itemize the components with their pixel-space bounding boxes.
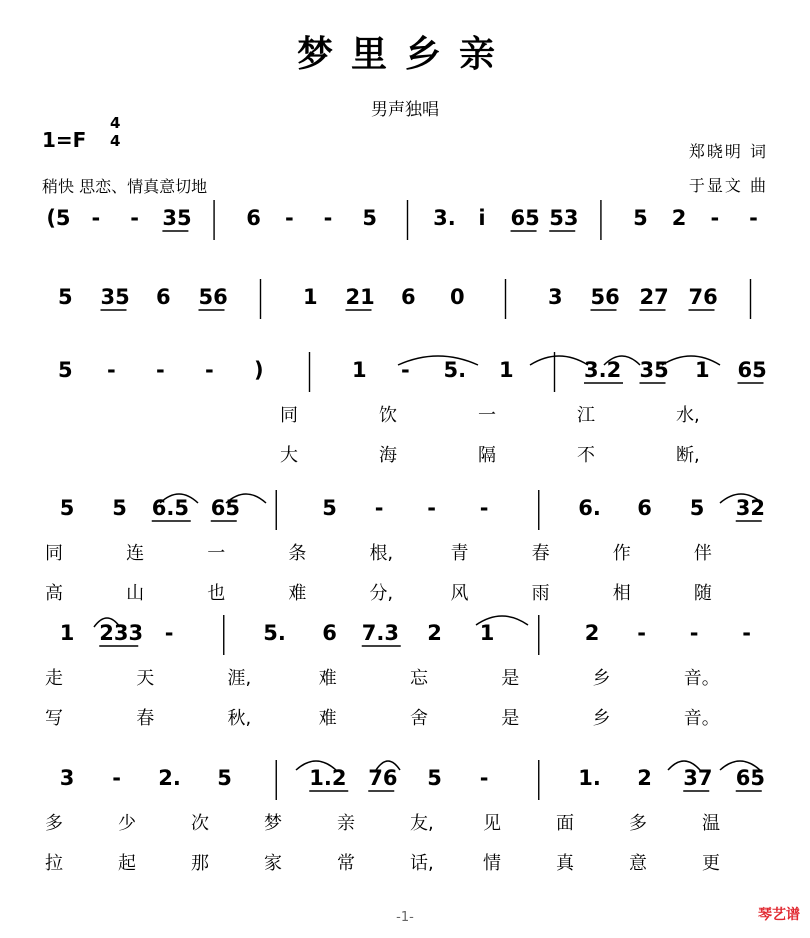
notation-symbol: 56 [590, 285, 620, 309]
notation-symbol: 6 [322, 621, 337, 645]
site-logo: 琴艺谱 [758, 907, 800, 923]
lyric-syllable: 乡 [592, 668, 611, 689]
notation-symbol: - [742, 621, 751, 645]
notation-symbol: 2 [584, 621, 600, 645]
lyric-syllable: 真 [556, 853, 574, 874]
notation-symbol: 35 [162, 206, 192, 230]
notation-symbol: 5 [58, 358, 73, 382]
notation-symbol: 65 [737, 358, 767, 382]
notation-symbol: 35 [100, 285, 130, 309]
notation-symbol: - [689, 621, 699, 645]
lyric-syllable: 江 [577, 405, 595, 426]
lyric-syllable: 同 [45, 543, 63, 564]
lyric-syllable: 更 [702, 853, 720, 874]
notation-symbol: - [479, 496, 489, 520]
notation-symbol: - [710, 206, 720, 230]
notation-symbol: 5 [59, 496, 75, 520]
notation-symbol: 65 [510, 206, 540, 230]
lyric-syllable: 见 [483, 813, 501, 834]
notation-symbol: i [478, 206, 486, 230]
notation-symbol: 1 [303, 285, 318, 309]
notation-symbol: 1 [499, 358, 514, 382]
lyric-syllable: 难 [318, 668, 337, 689]
lyric-syllable: 雨 [531, 583, 550, 604]
notation-symbol: 3.2 [584, 358, 622, 382]
notation-symbol: 2. [158, 766, 181, 790]
lyric-syllable: 断, [676, 445, 700, 466]
lyric-syllable: 乡 [592, 708, 611, 729]
lyric-syllable: 常 [337, 853, 355, 874]
notation-symbol: - [323, 206, 333, 230]
lyric-syllable: 温 [702, 813, 720, 834]
lyric-syllable: 舍 [410, 708, 428, 729]
tempo-marking: 稍快 思恋、情真意切地 [42, 177, 208, 196]
notation-symbol: 65 [735, 766, 765, 790]
notation-symbol: 0 [450, 285, 465, 309]
notation-symbol: - [91, 206, 101, 230]
notation-symbol: - [205, 358, 214, 382]
lyric-syllable: 少 [118, 813, 136, 834]
notation-symbol: 6 [637, 496, 652, 520]
lyric-syllable: 条 [288, 543, 307, 564]
slur-arc [476, 616, 528, 625]
slur-arc [604, 356, 640, 365]
notation-symbol: - [479, 766, 489, 790]
lyric-syllable: 相 [612, 583, 631, 604]
song-subtitle: 男声独唱 [371, 100, 439, 120]
notation-symbol: 5 [112, 496, 127, 520]
lyric-syllable: 那 [191, 853, 209, 874]
lyric-syllable: 友, [410, 813, 434, 834]
notation-symbol: 37 [683, 766, 713, 790]
notation-symbol: 5. [443, 358, 467, 382]
notation-symbol: 5. [263, 621, 286, 645]
slur-arc [226, 494, 266, 503]
lyric-syllable: 不 [577, 445, 595, 466]
notation-symbol: - [749, 206, 758, 230]
notation-symbol: 1.2 [309, 766, 347, 790]
key-signature: 1=F [42, 128, 87, 152]
lyric-syllable: 分, [369, 583, 394, 604]
notation-symbol: 35 [639, 358, 669, 382]
song-title: 梦里乡亲 [296, 33, 513, 75]
notation-symbol: - [107, 358, 116, 382]
lyric-syllable: 伴 [693, 543, 712, 564]
lyric-syllable: 忘 [410, 668, 428, 689]
notation-symbol: 1 [59, 621, 75, 645]
notation-symbol: 1 [695, 358, 710, 382]
page-number: -1- [396, 910, 414, 925]
lyric-syllable: 难 [318, 708, 337, 729]
meter-bottom: 4 [110, 132, 121, 150]
slur-arc [720, 761, 760, 770]
notation-symbol: - [130, 206, 139, 230]
notation-symbol: 53 [549, 206, 579, 230]
notation-symbol: 76 [688, 285, 718, 309]
notation-symbol: 5 [322, 496, 337, 520]
lyric-syllable: 涯, [227, 668, 252, 689]
lyric-syllable: 一 [207, 543, 226, 564]
notation-symbol: 3. [433, 206, 456, 230]
lyric-syllable: 随 [693, 583, 712, 604]
meter-top: 4 [110, 114, 121, 132]
notation-symbol: 6 [246, 206, 261, 230]
notation-symbol: 5 [689, 496, 705, 520]
lyric-syllable: 春 [531, 543, 550, 564]
notation-symbol: - [112, 766, 121, 790]
notation-symbol: 76 [368, 766, 398, 790]
lyricist-credit: 郑晓明 词 [688, 142, 768, 161]
notation-symbol: 7.3 [361, 621, 399, 645]
lyric-syllable: 难 [288, 583, 307, 604]
notation-symbol: 6.5 [151, 496, 189, 520]
lyric-syllable: 连 [126, 543, 145, 564]
lyric-syllable: 家 [264, 853, 282, 874]
lyric-syllable: 起 [118, 853, 136, 874]
notation-symbol: (5 [46, 206, 71, 230]
lyric-syllable: 作 [612, 543, 631, 564]
lyric-syllable: 春 [136, 708, 155, 729]
slur-arc [296, 761, 336, 770]
notation-symbol: 6. [578, 496, 601, 520]
notation-symbol: 6 [401, 285, 416, 309]
lyric-syllable: 多 [45, 813, 63, 834]
slur-arc [668, 761, 700, 770]
lyric-syllable: 次 [191, 813, 209, 834]
lyric-syllable: 情 [483, 853, 501, 874]
slur-arc [398, 356, 478, 365]
lyric-syllable: 水, [676, 405, 700, 426]
notation-symbol: 1 [352, 358, 367, 382]
notation-symbol: 56 [198, 285, 228, 309]
slur-arc [720, 494, 762, 503]
lyric-syllable: 梦 [264, 813, 282, 834]
notation-symbol: - [401, 358, 410, 382]
notation-symbol: - [156, 358, 165, 382]
lyric-syllable: 高 [45, 583, 63, 604]
lyric-syllable: 多 [629, 813, 647, 834]
notation-symbol: - [637, 621, 646, 645]
notation-symbol: - [284, 206, 294, 230]
notation-symbol: ) [254, 358, 264, 382]
lyric-syllable: 海 [379, 445, 397, 466]
lyric-syllable: 音。 [683, 668, 720, 689]
lyric-syllable: 亲 [337, 813, 355, 834]
lyric-syllable: 意 [629, 853, 647, 874]
notation-symbol: 233 [99, 621, 144, 645]
lyric-syllable: 面 [556, 813, 574, 834]
notation-symbol: 6 [156, 285, 171, 309]
notation-symbol: 2 [671, 206, 687, 230]
lyric-syllable: 拉 [45, 853, 63, 874]
lyric-syllable: 同 [280, 405, 298, 426]
notation-symbol: 3 [548, 285, 563, 309]
notation-symbol: 32 [735, 496, 765, 520]
notation-symbol: 2 [637, 766, 652, 790]
lyric-syllable: 根, [369, 543, 394, 564]
notation-symbol: 21 [345, 285, 375, 309]
lyric-syllable: 天 [136, 668, 155, 689]
notation-symbol: 5 [427, 766, 442, 790]
slur-arc [160, 494, 198, 503]
lyric-syllable: 写 [45, 708, 63, 729]
lyric-syllable: 秋, [227, 708, 252, 729]
notation-symbol: 27 [639, 285, 669, 309]
notation-symbol: 2 [427, 621, 442, 645]
lyric-syllable: 话, [410, 853, 434, 874]
slur-arc [662, 356, 720, 365]
lyric-syllable: 饮 [379, 405, 397, 426]
lyric-syllable: 走 [45, 668, 63, 689]
notation-symbol: 3 [59, 766, 75, 790]
notation-symbol: 5 [58, 285, 73, 309]
notation-symbol: 1. [578, 766, 601, 790]
lyric-syllable: 隔 [478, 445, 496, 466]
slur-arc [376, 761, 400, 770]
lyric-syllable: 也 [207, 583, 226, 604]
composer-credit: 于显文 曲 [688, 176, 768, 195]
lyric-syllable: 一 [478, 405, 496, 426]
slur-arc [94, 618, 120, 627]
lyric-syllable: 是 [501, 708, 520, 729]
notation-symbol: - [164, 621, 174, 645]
notation-symbol: 1 [479, 621, 495, 645]
notation-symbol: - [427, 496, 436, 520]
notation-symbol: 5 [362, 206, 377, 230]
notation-symbol: 65 [210, 496, 240, 520]
lyric-syllable: 是 [501, 668, 520, 689]
lyric-syllable: 音。 [683, 708, 720, 729]
notation-symbol: - [374, 496, 384, 520]
lyric-syllable: 大 [280, 445, 298, 466]
lyric-syllable: 青 [450, 543, 469, 564]
lyric-syllable: 山 [126, 583, 145, 604]
slur-arc [530, 356, 588, 365]
notation-symbol: 5 [633, 206, 648, 230]
notation-symbol: 5 [217, 766, 232, 790]
lyric-syllable: 风 [450, 583, 469, 604]
